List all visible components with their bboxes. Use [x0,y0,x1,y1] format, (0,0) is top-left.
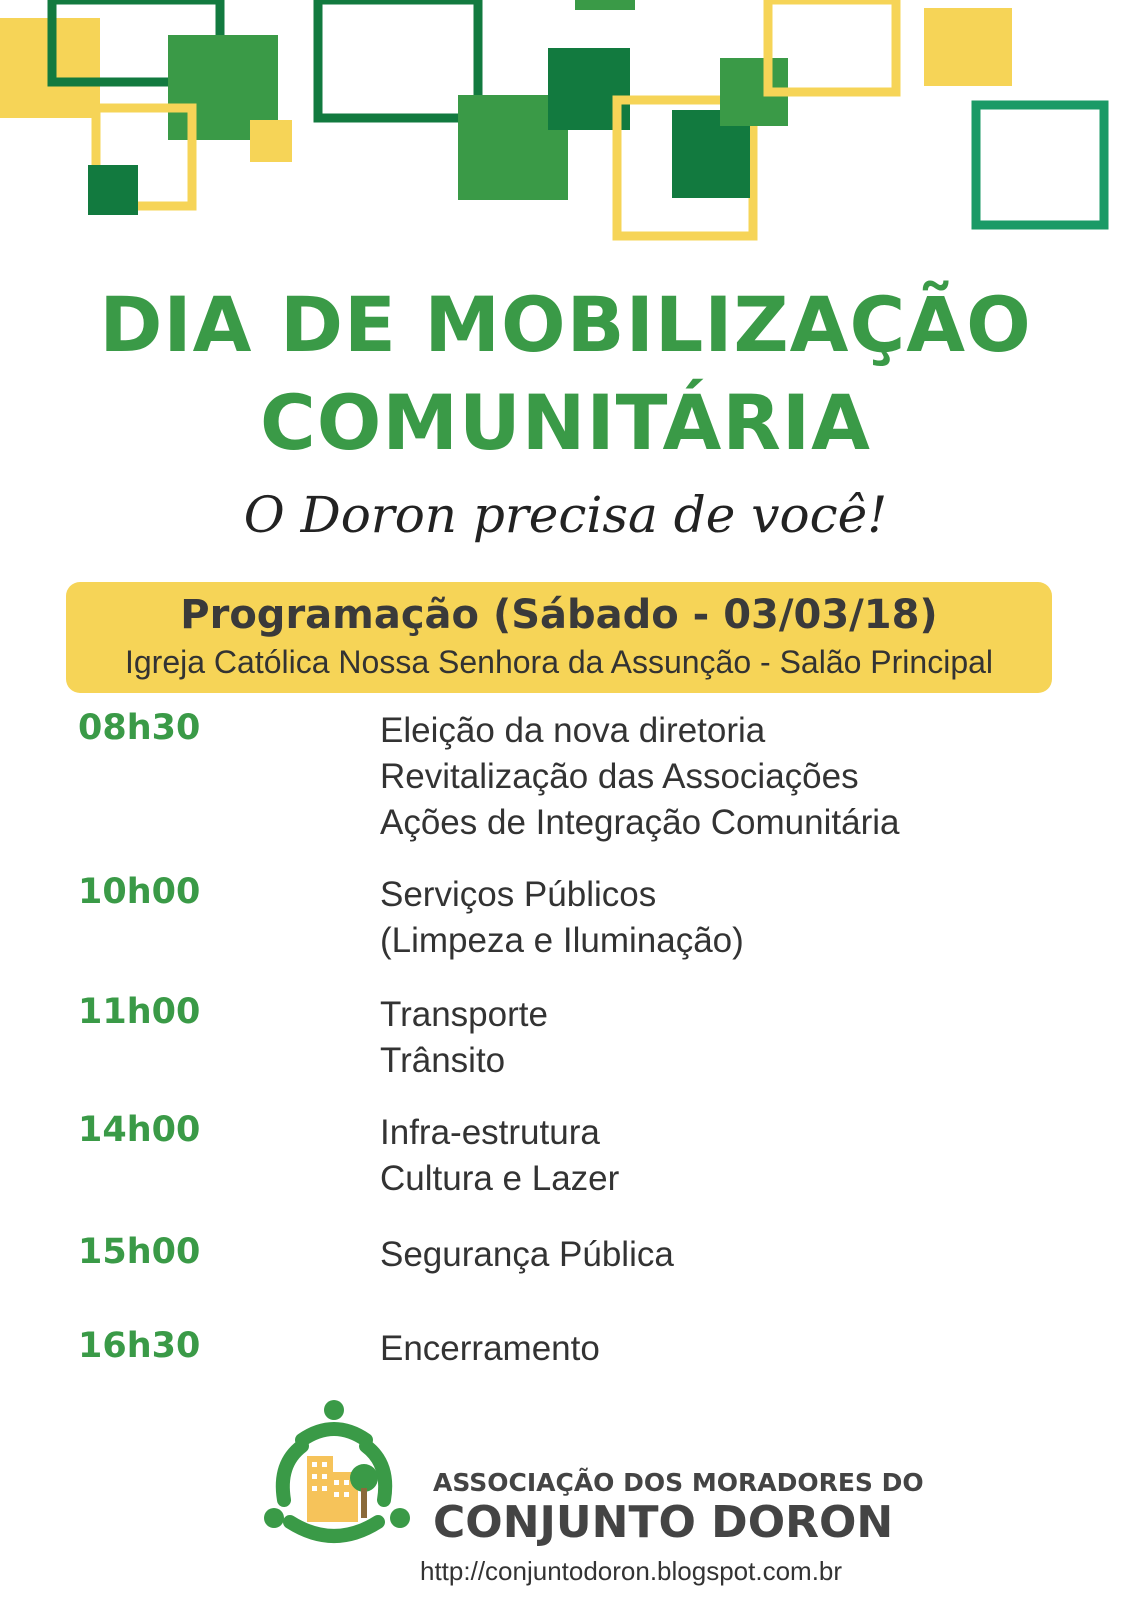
schedule-item: Serviços Públicos [380,875,657,914]
schedule-time: 08h30 [78,708,201,748]
program-venue: Igreja Católica Nossa Senhora da Assunção - Salão Principal [124,644,994,680]
schedule-items [380,1326,600,1372]
org-name-line-2: CONJUNTO DORON [433,1497,894,1548]
schedule-items [380,1110,619,1202]
schedule-item: Ações de Integração Comunitária [380,803,900,842]
schedule-item: Cultura e Lazer [380,1159,620,1198]
blog-url[interactable]: http://conjuntodoron.blogspot.com.br [420,1556,843,1586]
schedule-time: 10h00 [78,872,201,912]
schedule-item: Transporte [380,995,548,1034]
schedule-items [380,992,548,1084]
schedule-item: (Limpeza e Iluminação) [380,921,744,960]
schedule-item: Infra-estrutura [380,1113,600,1152]
schedule-item: Encerramento [380,1329,600,1368]
decorative-squares [0,0,1131,260]
schedule-items [380,708,899,846]
schedule-item: Trânsito [380,1041,506,1080]
org-name-line-1: ASSOCIAÇÃO DOS MORADORES DO [433,1468,924,1497]
schedule-item: Segurança Pública [380,1235,674,1274]
community-logo-icon [262,1400,422,1550]
schedule-time: 16h30 [78,1326,201,1366]
program-banner [66,582,1052,693]
schedule-items [380,872,744,964]
schedule-time: 14h00 [78,1110,201,1150]
title-line-1: DIA DE MOBILIZAÇÃO [99,280,1032,369]
schedule-time: 15h00 [78,1232,201,1272]
schedule-item: Revitalização das Associações [380,757,859,796]
schedule-time: 11h00 [78,992,201,1032]
subtitle: O Doron precisa de você! [243,486,888,544]
title-line-2: COMUNITÁRIA [260,378,871,467]
schedule-items [380,1232,674,1278]
program-heading: Programação (Sábado - 03/03/18) [180,592,938,638]
schedule-item: Eleição da nova diretoria [380,711,766,750]
